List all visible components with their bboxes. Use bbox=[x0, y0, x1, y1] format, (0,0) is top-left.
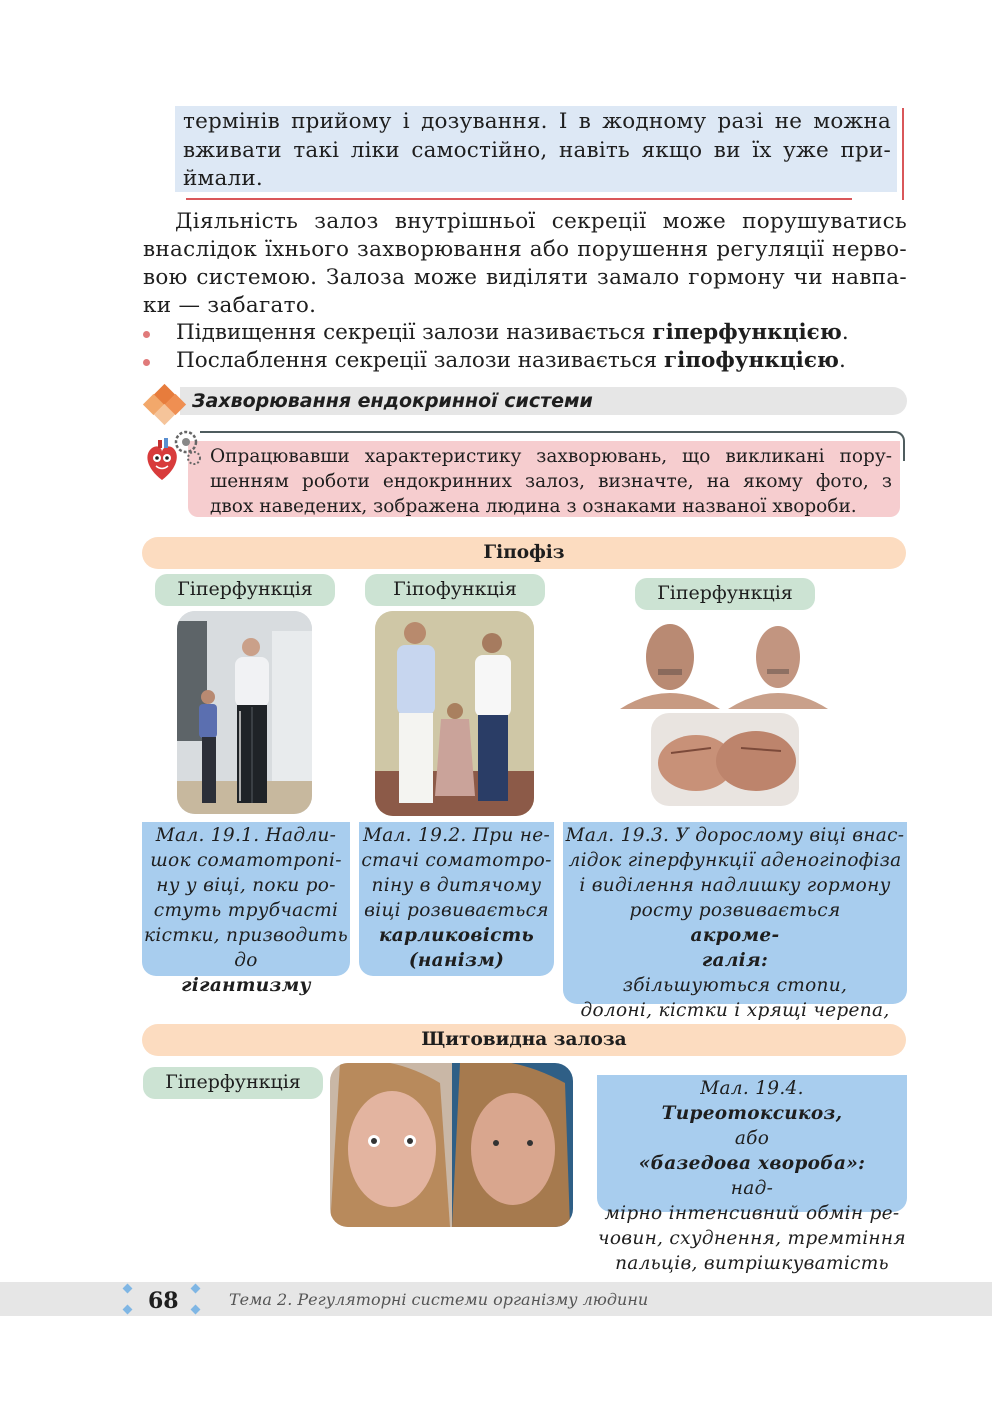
heart-mascot-icon bbox=[140, 430, 202, 488]
caption-line: стуть трубчасті bbox=[153, 900, 339, 921]
col1-pill: Гіперфункція bbox=[155, 574, 335, 606]
caption-line: Мал. 19.3. У дорослому віці внас- bbox=[565, 825, 905, 846]
term: гіперфункцією bbox=[652, 320, 842, 345]
thyroid-pill: Гіперфункція bbox=[143, 1067, 323, 1099]
col2-pill: Гіпофункція bbox=[365, 574, 545, 606]
caption-line: мірно інтенсивний обмін ре- bbox=[604, 1203, 900, 1224]
page-number: 68 bbox=[148, 1288, 179, 1314]
intro-note bbox=[175, 106, 897, 192]
section-title: Захворювання ендокринної системи bbox=[192, 390, 593, 412]
caption-line: лідок гіперфункції аденогіпофіза bbox=[568, 850, 902, 871]
caption-line: човин, схуднення, тремтіння bbox=[598, 1228, 906, 1249]
paragraph-line: Діяльність залоз внутрішньої секреції може порушуватись bbox=[175, 209, 907, 234]
caption-line: галія: збільшуються стопи, bbox=[622, 950, 848, 996]
dwarfism-photo bbox=[375, 611, 534, 816]
thyroid-band: Щитовидна залоза bbox=[142, 1024, 906, 1056]
caption-line: долоні, кістки і хрящі черепа, bbox=[580, 1000, 890, 1021]
diamond-cluster-icon bbox=[142, 387, 184, 423]
caption-line: ну у віці, поки ро- bbox=[156, 875, 336, 896]
caption-19-4 bbox=[597, 1075, 907, 1274]
paragraph-line: вою системою. Залоза може виділяти замало гормону чи навпа- bbox=[143, 265, 907, 290]
col3-pill: Гіперфункція bbox=[635, 578, 815, 610]
task-line: Опрацювавши характеристику захворювань, що викликані пору- bbox=[210, 446, 892, 467]
caption-line: карликовість bbox=[378, 925, 535, 946]
caption-line: Мал. 19.1. Надли- bbox=[155, 825, 337, 846]
intro-note-line: ймали. bbox=[183, 166, 263, 191]
task-line: двох наведених, зображена людина з ознаками названої хвороби. bbox=[210, 496, 857, 517]
bullet-text: Підвищення секреції залози називається гіперфункцією. bbox=[176, 320, 849, 345]
caption-line: стачі соматотро- bbox=[361, 850, 552, 871]
pituitary-band: Гіпофіз bbox=[142, 537, 906, 569]
caption-line: віці розвивається bbox=[364, 900, 549, 921]
term: «базедова хвороба»: bbox=[638, 1153, 866, 1174]
bullet-text: Послаблення секреції залози називається гіпофункцією. bbox=[176, 348, 846, 373]
caption-line: росту розвивається акроме- bbox=[629, 900, 841, 946]
gigantism-photo bbox=[177, 611, 312, 814]
caption-line: (нанізм) bbox=[408, 950, 505, 971]
bullet-dot bbox=[143, 331, 150, 338]
bullet-item bbox=[143, 319, 907, 347]
caption-line: і виділення надлишку гормону bbox=[579, 875, 891, 896]
caption-19-1 bbox=[142, 822, 350, 996]
caption-line: піну в дитячому bbox=[371, 875, 542, 896]
term: гігантизму bbox=[181, 975, 311, 996]
paragraph-line: ки — забагато. bbox=[143, 293, 317, 318]
caption-line: Мал. 19.4. Тиреотоксикоз, bbox=[661, 1078, 843, 1124]
term: акроме- bbox=[690, 925, 780, 946]
term: гіпофункцією bbox=[663, 348, 839, 373]
task-box bbox=[188, 441, 900, 517]
caption-line: до гігантизму bbox=[181, 950, 311, 996]
caption-line: пальців, витрішкуватість bbox=[615, 1253, 889, 1274]
term: Тиреотоксикоз, bbox=[661, 1103, 843, 1124]
bullet-item bbox=[143, 347, 907, 375]
note-rule bbox=[186, 198, 852, 200]
caption-line: кістки, призводить bbox=[144, 925, 348, 946]
caption-19-3 bbox=[563, 822, 907, 1021]
intro-note-line: термінів прийому і дозування. І в жодному разі не можна bbox=[183, 109, 891, 134]
body-paragraph bbox=[143, 208, 907, 320]
acromegaly-faces-photo bbox=[620, 617, 828, 709]
acromegaly-hands-photo bbox=[651, 713, 799, 806]
footer-topic: Тема 2. Регуляторні системи організму людини bbox=[229, 1290, 649, 1309]
caption-19-2 bbox=[359, 822, 554, 976]
task-line: шенням роботи ендокринних залоз, визначте, на якому фото, з bbox=[210, 471, 892, 492]
note-rule bbox=[902, 108, 904, 200]
thyrotoxicosis-photo bbox=[330, 1063, 573, 1227]
caption-line: шок соматотропі- bbox=[150, 850, 342, 871]
intro-note-line: вживати такі ліки самостійно, навіть якщо ви їх уже при- bbox=[183, 137, 891, 163]
paragraph-line: внаслідок їхнього захворювання або порушення регуляції нерво- bbox=[143, 237, 907, 262]
bullet-dot bbox=[143, 359, 150, 366]
caption-line: Мал. 19.2. При не- bbox=[362, 825, 551, 846]
caption-line: або «базедова хвороба»: над- bbox=[638, 1128, 866, 1199]
term: галія: bbox=[701, 950, 769, 971]
